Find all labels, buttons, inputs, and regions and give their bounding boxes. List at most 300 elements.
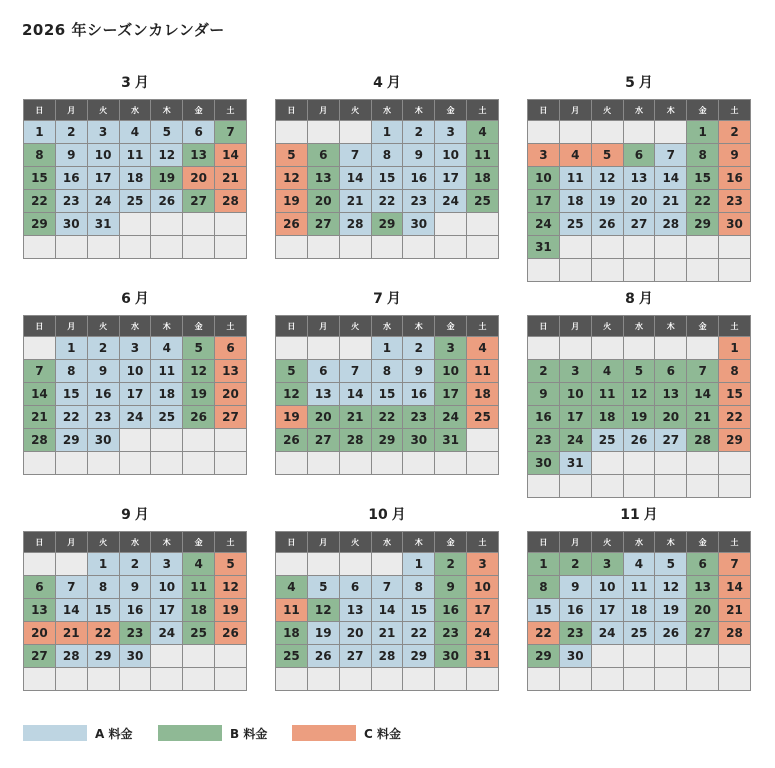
empty-day-cell bbox=[559, 121, 591, 144]
month-april bbox=[275, 72, 499, 259]
week-row bbox=[528, 121, 751, 144]
day-cell: 29 bbox=[719, 429, 751, 452]
month-title bbox=[23, 504, 247, 526]
week-row bbox=[528, 452, 751, 475]
day-cell: 11 bbox=[623, 576, 655, 599]
empty-day-cell bbox=[215, 668, 247, 691]
day-cell: 28 bbox=[55, 645, 87, 668]
day-cell: 3 bbox=[591, 553, 623, 576]
day-cell: 9 bbox=[55, 144, 87, 167]
legend-item-a bbox=[23, 725, 132, 741]
day-cell: 30 bbox=[435, 645, 467, 668]
day-cell: 19 bbox=[307, 622, 339, 645]
week-row bbox=[276, 599, 499, 622]
day-cell: 13 bbox=[623, 167, 655, 190]
week-row bbox=[528, 337, 751, 360]
weekday-header: 木 bbox=[151, 532, 183, 553]
day-cell: 30 bbox=[719, 213, 751, 236]
day-cell: 15 bbox=[719, 383, 751, 406]
day-cell: 15 bbox=[87, 599, 119, 622]
day-cell: 29 bbox=[528, 645, 560, 668]
day-cell: 14 bbox=[371, 599, 403, 622]
day-cell: 18 bbox=[183, 599, 215, 622]
day-cell: 15 bbox=[371, 167, 403, 190]
day-cell: 11 bbox=[119, 144, 151, 167]
day-cell: 21 bbox=[339, 406, 371, 429]
weekday-header: 火 bbox=[591, 100, 623, 121]
day-cell: 1 bbox=[528, 553, 560, 576]
day-cell: 16 bbox=[403, 383, 435, 406]
day-cell: 16 bbox=[559, 599, 591, 622]
week-row bbox=[528, 645, 751, 668]
weekday-header: 日 bbox=[24, 100, 56, 121]
empty-day-cell bbox=[528, 337, 560, 360]
day-cell: 23 bbox=[119, 622, 151, 645]
legend-swatch-b bbox=[158, 725, 222, 741]
day-cell: 23 bbox=[87, 406, 119, 429]
week-row bbox=[528, 622, 751, 645]
day-cell: 12 bbox=[183, 360, 215, 383]
month-unit: 月 bbox=[638, 291, 653, 307]
day-cell: 7 bbox=[215, 121, 247, 144]
week-row bbox=[276, 553, 499, 576]
weekday-header: 日 bbox=[276, 100, 308, 121]
day-cell: 19 bbox=[183, 383, 215, 406]
empty-day-cell bbox=[339, 337, 371, 360]
day-cell: 27 bbox=[307, 213, 339, 236]
day-cell: 22 bbox=[371, 406, 403, 429]
day-cell: 5 bbox=[276, 144, 308, 167]
empty-day-cell bbox=[371, 236, 403, 259]
empty-day-cell bbox=[339, 236, 371, 259]
week-row bbox=[24, 121, 247, 144]
day-cell: 22 bbox=[719, 406, 751, 429]
day-cell: 13 bbox=[215, 360, 247, 383]
day-cell: 22 bbox=[687, 190, 719, 213]
day-cell: 29 bbox=[24, 213, 56, 236]
day-cell: 3 bbox=[119, 337, 151, 360]
day-cell: 16 bbox=[528, 406, 560, 429]
empty-day-cell bbox=[467, 668, 499, 691]
weekday-header: 水 bbox=[623, 532, 655, 553]
month-unit: 月 bbox=[386, 291, 401, 307]
weekday-header: 木 bbox=[655, 532, 687, 553]
day-cell: 27 bbox=[215, 406, 247, 429]
empty-day-cell bbox=[528, 259, 560, 282]
empty-day-cell bbox=[467, 213, 499, 236]
weekday-header: 日 bbox=[24, 316, 56, 337]
empty-day-cell bbox=[719, 668, 751, 691]
weekday-header: 金 bbox=[687, 100, 719, 121]
empty-day-cell bbox=[24, 668, 56, 691]
empty-day-cell bbox=[655, 645, 687, 668]
day-cell: 20 bbox=[307, 406, 339, 429]
empty-day-cell bbox=[183, 236, 215, 259]
day-cell: 4 bbox=[559, 144, 591, 167]
day-cell: 7 bbox=[655, 144, 687, 167]
empty-day-cell bbox=[183, 668, 215, 691]
empty-day-cell bbox=[151, 668, 183, 691]
month-title bbox=[275, 72, 499, 94]
day-cell: 25 bbox=[559, 213, 591, 236]
day-cell: 19 bbox=[276, 406, 308, 429]
empty-day-cell bbox=[687, 668, 719, 691]
day-cell: 1 bbox=[719, 337, 751, 360]
day-cell: 30 bbox=[55, 213, 87, 236]
empty-day-cell bbox=[687, 452, 719, 475]
day-cell: 18 bbox=[151, 383, 183, 406]
day-cell: 2 bbox=[435, 553, 467, 576]
day-cell: 12 bbox=[655, 576, 687, 599]
empty-day-cell bbox=[276, 337, 308, 360]
empty-day-cell bbox=[307, 337, 339, 360]
month-may bbox=[527, 72, 751, 282]
day-cell: 23 bbox=[403, 190, 435, 213]
empty-day-cell bbox=[307, 553, 339, 576]
day-cell: 15 bbox=[24, 167, 56, 190]
month-number: 3 bbox=[121, 75, 131, 91]
empty-day-cell bbox=[559, 475, 591, 498]
week-row bbox=[528, 167, 751, 190]
day-cell: 16 bbox=[55, 167, 87, 190]
day-cell: 12 bbox=[591, 167, 623, 190]
empty-day-cell bbox=[719, 259, 751, 282]
day-cell: 20 bbox=[307, 190, 339, 213]
day-cell: 31 bbox=[559, 452, 591, 475]
empty-day-cell bbox=[687, 475, 719, 498]
week-row bbox=[528, 360, 751, 383]
empty-day-cell bbox=[307, 668, 339, 691]
day-cell: 9 bbox=[559, 576, 591, 599]
weekday-header: 金 bbox=[687, 532, 719, 553]
day-cell: 25 bbox=[591, 429, 623, 452]
day-cell: 26 bbox=[591, 213, 623, 236]
empty-day-cell bbox=[467, 452, 499, 475]
empty-day-cell bbox=[435, 452, 467, 475]
day-cell: 9 bbox=[403, 360, 435, 383]
day-cell: 14 bbox=[55, 599, 87, 622]
day-cell: 10 bbox=[528, 167, 560, 190]
day-cell: 8 bbox=[719, 360, 751, 383]
day-cell: 10 bbox=[591, 576, 623, 599]
page-title: 2026 年シーズンカレンダー bbox=[22, 21, 225, 39]
empty-day-cell bbox=[623, 452, 655, 475]
empty-day-cell bbox=[623, 668, 655, 691]
day-cell: 6 bbox=[307, 144, 339, 167]
day-cell: 24 bbox=[435, 406, 467, 429]
empty-day-cell bbox=[183, 452, 215, 475]
day-cell: 17 bbox=[87, 167, 119, 190]
day-cell: 21 bbox=[339, 190, 371, 213]
day-cell: 18 bbox=[559, 190, 591, 213]
day-cell: 15 bbox=[403, 599, 435, 622]
calendar-grid bbox=[527, 531, 751, 691]
day-cell: 12 bbox=[307, 599, 339, 622]
empty-day-cell bbox=[591, 645, 623, 668]
day-cell: 11 bbox=[467, 144, 499, 167]
day-cell: 9 bbox=[403, 144, 435, 167]
day-cell: 8 bbox=[371, 144, 403, 167]
week-row bbox=[24, 383, 247, 406]
weekday-header: 月 bbox=[307, 100, 339, 121]
day-cell: 10 bbox=[151, 576, 183, 599]
day-cell: 17 bbox=[151, 599, 183, 622]
legend-item-c bbox=[292, 725, 401, 741]
day-cell: 10 bbox=[467, 576, 499, 599]
day-cell: 1 bbox=[371, 121, 403, 144]
legend-item-b bbox=[158, 725, 267, 741]
day-cell: 2 bbox=[403, 121, 435, 144]
month-number: 4 bbox=[373, 75, 383, 91]
empty-day-cell bbox=[591, 259, 623, 282]
week-row bbox=[24, 576, 247, 599]
day-cell: 2 bbox=[403, 337, 435, 360]
empty-day-cell bbox=[655, 121, 687, 144]
day-cell: 13 bbox=[183, 144, 215, 167]
day-cell: 3 bbox=[151, 553, 183, 576]
week-row bbox=[276, 452, 499, 475]
week-row bbox=[528, 599, 751, 622]
day-cell: 21 bbox=[719, 599, 751, 622]
month-title bbox=[527, 504, 751, 526]
week-row bbox=[24, 452, 247, 475]
empty-day-cell bbox=[655, 668, 687, 691]
week-row bbox=[276, 213, 499, 236]
legend-label-c: C 料金 bbox=[364, 726, 401, 741]
day-cell: 24 bbox=[591, 622, 623, 645]
day-cell: 4 bbox=[119, 121, 151, 144]
day-cell: 3 bbox=[559, 360, 591, 383]
day-cell: 28 bbox=[371, 645, 403, 668]
empty-day-cell bbox=[339, 553, 371, 576]
day-cell: 25 bbox=[467, 406, 499, 429]
empty-day-cell bbox=[655, 337, 687, 360]
day-cell: 17 bbox=[435, 167, 467, 190]
day-cell: 25 bbox=[276, 645, 308, 668]
weekday-header: 土 bbox=[719, 316, 751, 337]
week-row bbox=[24, 337, 247, 360]
weekday-header: 木 bbox=[655, 100, 687, 121]
day-cell: 22 bbox=[371, 190, 403, 213]
week-row bbox=[24, 406, 247, 429]
day-cell: 17 bbox=[591, 599, 623, 622]
empty-day-cell bbox=[183, 213, 215, 236]
day-cell: 11 bbox=[276, 599, 308, 622]
empty-day-cell bbox=[528, 668, 560, 691]
weekday-header: 木 bbox=[403, 316, 435, 337]
day-cell: 5 bbox=[151, 121, 183, 144]
calendar-grid bbox=[275, 315, 499, 475]
day-cell: 18 bbox=[623, 599, 655, 622]
empty-day-cell bbox=[591, 337, 623, 360]
month-number: 9 bbox=[121, 507, 131, 523]
calendar-grid bbox=[275, 99, 499, 259]
legend-label-a: A 料金 bbox=[95, 726, 133, 741]
weekday-header: 土 bbox=[467, 532, 499, 553]
month-june bbox=[23, 288, 247, 475]
day-cell: 4 bbox=[467, 337, 499, 360]
weekday-header: 金 bbox=[183, 316, 215, 337]
day-cell: 6 bbox=[655, 360, 687, 383]
weekday-header: 水 bbox=[119, 100, 151, 121]
weekday-header: 水 bbox=[371, 100, 403, 121]
day-cell: 19 bbox=[215, 599, 247, 622]
weekday-header: 日 bbox=[528, 100, 560, 121]
day-cell: 16 bbox=[719, 167, 751, 190]
weekday-header: 水 bbox=[371, 532, 403, 553]
day-cell: 4 bbox=[591, 360, 623, 383]
day-cell: 22 bbox=[24, 190, 56, 213]
day-cell: 6 bbox=[215, 337, 247, 360]
weekday-header: 日 bbox=[528, 316, 560, 337]
day-cell: 8 bbox=[24, 144, 56, 167]
empty-day-cell bbox=[24, 337, 56, 360]
day-cell: 2 bbox=[559, 553, 591, 576]
week-row bbox=[24, 622, 247, 645]
day-cell: 28 bbox=[215, 190, 247, 213]
day-cell: 20 bbox=[215, 383, 247, 406]
day-cell: 6 bbox=[183, 121, 215, 144]
empty-day-cell bbox=[276, 236, 308, 259]
day-cell: 25 bbox=[119, 190, 151, 213]
weekday-header: 金 bbox=[183, 100, 215, 121]
week-row bbox=[528, 553, 751, 576]
month-number: 5 bbox=[625, 75, 635, 91]
weekday-header: 水 bbox=[623, 316, 655, 337]
day-cell: 5 bbox=[276, 360, 308, 383]
day-cell: 28 bbox=[339, 429, 371, 452]
week-row bbox=[24, 599, 247, 622]
day-cell: 17 bbox=[119, 383, 151, 406]
weekday-header: 金 bbox=[687, 316, 719, 337]
weekday-header: 月 bbox=[559, 316, 591, 337]
day-cell: 7 bbox=[339, 144, 371, 167]
week-row bbox=[276, 144, 499, 167]
empty-day-cell bbox=[339, 668, 371, 691]
weekday-header: 月 bbox=[307, 316, 339, 337]
month-title bbox=[275, 504, 499, 526]
day-cell: 17 bbox=[467, 599, 499, 622]
day-cell: 4 bbox=[151, 337, 183, 360]
day-cell: 18 bbox=[276, 622, 308, 645]
day-cell: 7 bbox=[55, 576, 87, 599]
empty-day-cell bbox=[559, 337, 591, 360]
empty-day-cell bbox=[687, 645, 719, 668]
week-row bbox=[528, 259, 751, 282]
day-cell: 26 bbox=[623, 429, 655, 452]
day-cell: 11 bbox=[151, 360, 183, 383]
day-cell: 30 bbox=[119, 645, 151, 668]
day-cell: 26 bbox=[151, 190, 183, 213]
empty-day-cell bbox=[623, 337, 655, 360]
empty-day-cell bbox=[276, 452, 308, 475]
day-cell: 23 bbox=[403, 406, 435, 429]
day-cell: 24 bbox=[467, 622, 499, 645]
weekday-header: 月 bbox=[559, 100, 591, 121]
empty-day-cell bbox=[307, 452, 339, 475]
day-cell: 25 bbox=[623, 622, 655, 645]
day-cell: 10 bbox=[87, 144, 119, 167]
week-row bbox=[276, 622, 499, 645]
day-cell: 25 bbox=[467, 190, 499, 213]
day-cell: 22 bbox=[55, 406, 87, 429]
day-cell: 19 bbox=[591, 190, 623, 213]
day-cell: 21 bbox=[371, 622, 403, 645]
weekday-header: 日 bbox=[528, 532, 560, 553]
day-cell: 5 bbox=[655, 553, 687, 576]
day-cell: 6 bbox=[623, 144, 655, 167]
day-cell: 19 bbox=[276, 190, 308, 213]
day-cell: 9 bbox=[528, 383, 560, 406]
week-row bbox=[528, 213, 751, 236]
weekday-header: 木 bbox=[655, 316, 687, 337]
day-cell: 9 bbox=[435, 576, 467, 599]
calendar-grid bbox=[23, 531, 247, 691]
day-cell: 20 bbox=[24, 622, 56, 645]
day-cell: 6 bbox=[687, 553, 719, 576]
week-row bbox=[276, 668, 499, 691]
empty-day-cell bbox=[719, 452, 751, 475]
day-cell: 8 bbox=[528, 576, 560, 599]
empty-day-cell bbox=[655, 236, 687, 259]
day-cell: 9 bbox=[87, 360, 119, 383]
month-title bbox=[23, 72, 247, 94]
week-row bbox=[528, 576, 751, 599]
week-row bbox=[24, 190, 247, 213]
weekday-header: 日 bbox=[276, 316, 308, 337]
day-cell: 21 bbox=[24, 406, 56, 429]
empty-day-cell bbox=[55, 236, 87, 259]
week-row bbox=[276, 645, 499, 668]
week-row bbox=[24, 360, 247, 383]
day-cell: 5 bbox=[591, 144, 623, 167]
day-cell: 17 bbox=[528, 190, 560, 213]
day-cell: 29 bbox=[371, 213, 403, 236]
empty-day-cell bbox=[339, 121, 371, 144]
day-cell: 28 bbox=[687, 429, 719, 452]
month-number: 6 bbox=[121, 291, 131, 307]
day-cell: 12 bbox=[276, 167, 308, 190]
empty-day-cell bbox=[719, 475, 751, 498]
day-cell: 1 bbox=[687, 121, 719, 144]
day-cell: 12 bbox=[623, 383, 655, 406]
weekday-header: 火 bbox=[591, 316, 623, 337]
weekday-header: 火 bbox=[339, 532, 371, 553]
day-cell: 29 bbox=[403, 645, 435, 668]
day-cell: 14 bbox=[24, 383, 56, 406]
empty-day-cell bbox=[55, 668, 87, 691]
weekday-header: 木 bbox=[151, 316, 183, 337]
day-cell: 21 bbox=[55, 622, 87, 645]
day-cell: 8 bbox=[55, 360, 87, 383]
day-cell: 28 bbox=[24, 429, 56, 452]
month-october bbox=[275, 504, 499, 691]
week-row bbox=[528, 475, 751, 498]
empty-day-cell bbox=[591, 236, 623, 259]
day-cell: 21 bbox=[215, 167, 247, 190]
day-cell: 16 bbox=[435, 599, 467, 622]
day-cell: 11 bbox=[467, 360, 499, 383]
day-cell: 7 bbox=[719, 553, 751, 576]
day-cell: 14 bbox=[339, 167, 371, 190]
week-row bbox=[24, 668, 247, 691]
empty-day-cell bbox=[119, 429, 151, 452]
day-cell: 5 bbox=[215, 553, 247, 576]
day-cell: 28 bbox=[655, 213, 687, 236]
empty-day-cell bbox=[87, 236, 119, 259]
empty-day-cell bbox=[215, 645, 247, 668]
month-august bbox=[527, 288, 751, 498]
